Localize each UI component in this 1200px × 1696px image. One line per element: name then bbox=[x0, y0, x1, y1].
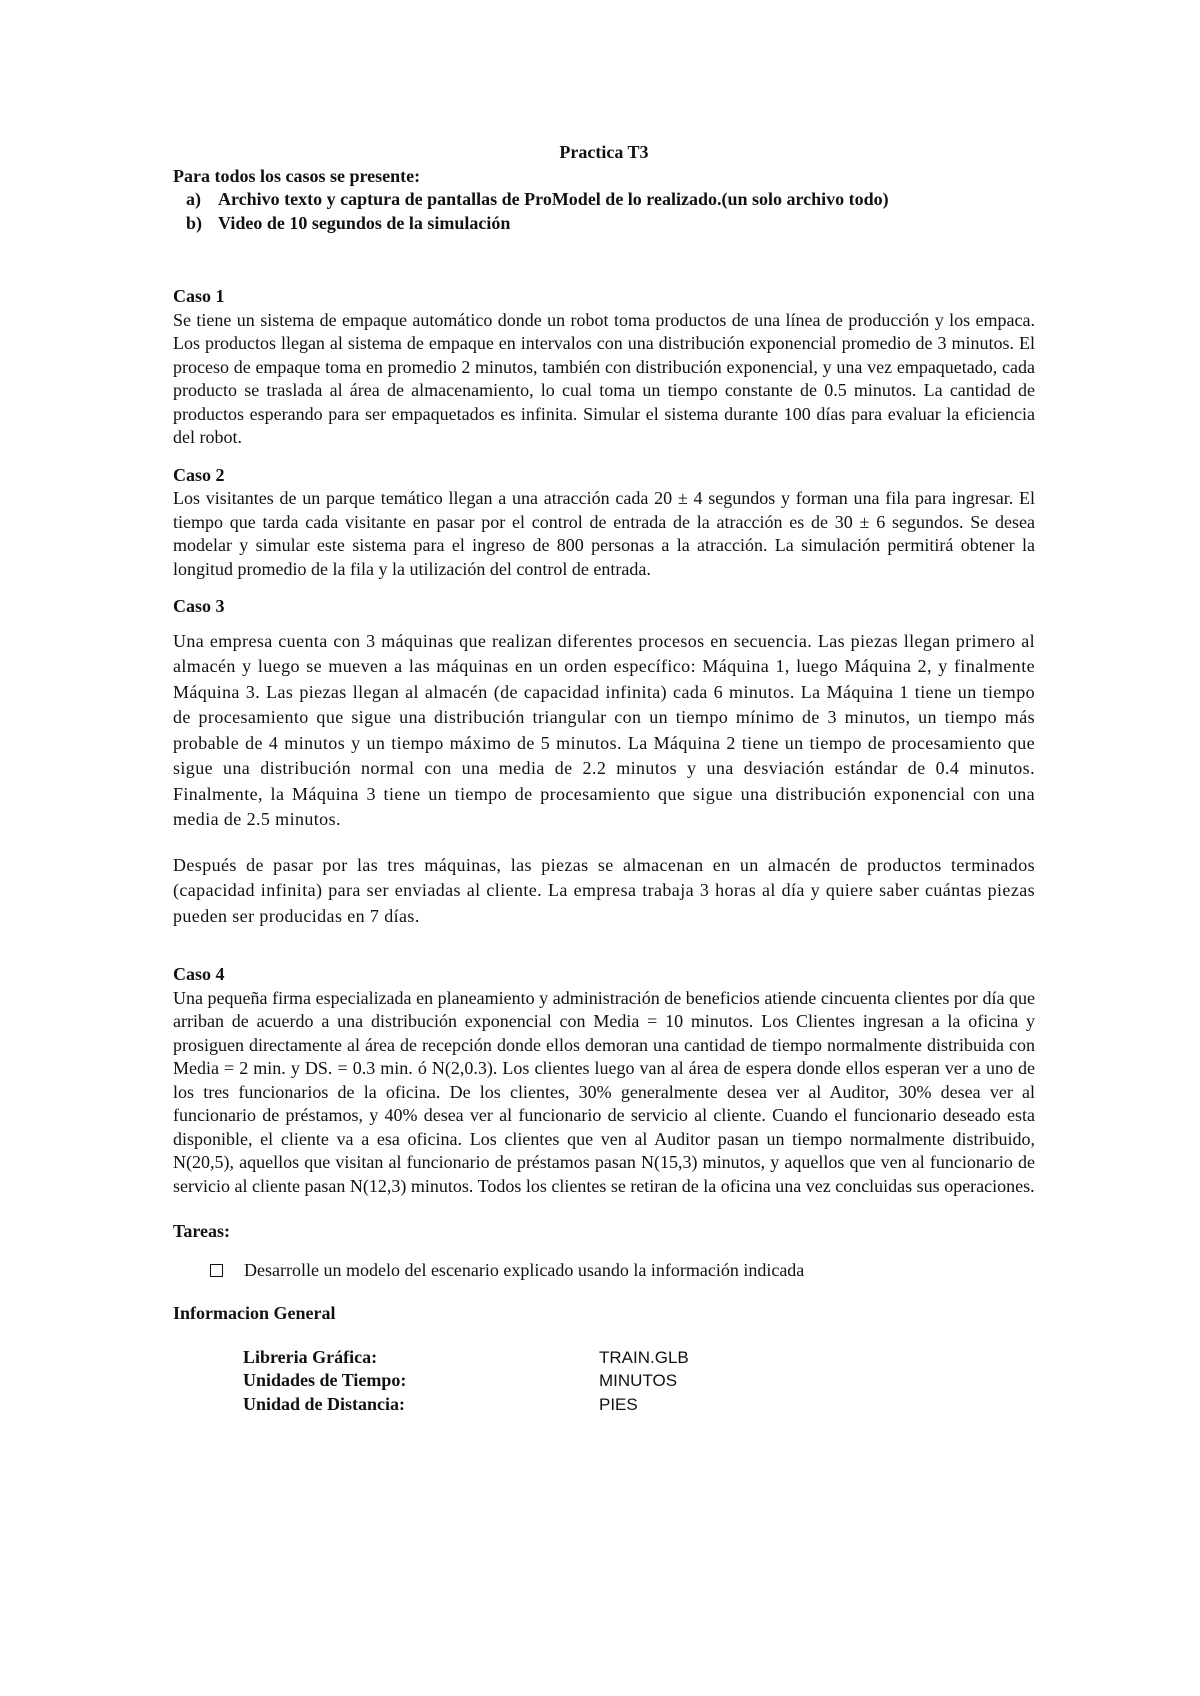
requirement-text: Archivo texto y captura de pantallas de ProModel de lo realizado.(un solo archivo todo) bbox=[218, 189, 889, 209]
case-2-text: Los visitantes de un parque temático llegan a una atracción cada 20 ± 4 segundos y forman una fila para ingresar. El tiempo que tarda cada visitante en pasar por el control de entrada de la atracción es de 30 ± 6 segundos. Se desea modelar y simular este sistema para el ingreso de 800 personas a la atracción. La simulación permitirá obtener la longitud promedio de la fila y la utilización del control de entrada. bbox=[173, 488, 1035, 579]
requirement-label: b) bbox=[186, 212, 203, 233]
requirement-text: Video de 10 segundos de la simulación bbox=[218, 212, 511, 233]
requirement-item bbox=[186, 188, 1035, 212]
tasks-heading: Tareas: bbox=[173, 1221, 231, 1241]
instructions-intro: Para todos los casos se presente: bbox=[173, 165, 421, 186]
case-1-title: Caso 1 bbox=[173, 286, 225, 306]
info-key: Libreria Gráfica: bbox=[243, 1346, 378, 1367]
case-1-text: Se tiene un sistema de empaque automático donde un robot toma productos de una línea de producción y los empaca. Los productos llegan al sistema de empaque en intervalos con una distribución exponencial promedio de 3 minutos. El proceso de empaque toma en promedio 2 minutos, también con distribución exponencial, y una vez empaquetado, cada producto se traslada al área de almacenamiento, lo cual toma un tiempo constante de 0.5 minutos. La cantidad de productos esperando para ser empaquetados es infinita. Simular el sistema durante 100 días para evaluar la eficiencia del robot. bbox=[173, 309, 1035, 447]
case-3-text: Una empresa cuenta con 3 máquinas que realizan diferentes procesos en secuencia. Las piezas llegan primero al almacén y luego se mueven a las máquinas en un orden específico: Máquina 1, luego Máquina 2, y finalmente Máquina 3. Las piezas llegan al almacén (de capacidad infinita) cada 6 minutos. La Máquina 1 tiene un tiempo de procesamiento que sigue una distribución triangular con un tiempo mínimo de 3 minutos, un tiempo más probable de 4 minutos y un tiempo máximo de 5 minutos. La Máquina 2 tiene un tiempo de procesamiento que sigue una distribución normal con una media de 2.2 minutos y una desviación estándar de 0.4 minutos. Finalmente, la Máquina 3 tiene un tiempo de procesamiento que sigue una distribución exponencial con una media de 2.5 minutos. bbox=[173, 630, 1035, 829]
case-4-title: Caso 4 bbox=[173, 964, 225, 984]
info-value: TRAIN.GLB bbox=[599, 1347, 689, 1367]
requirements-list bbox=[173, 188, 1035, 235]
case-4-text: Una pequeña firma especializada en planeamiento y administración de beneficios atiende cincuenta clientes por día que arriban de acuerdo a una distribución exponencial con Media = 10 minutos. Los Clientes ingresan a la oficina y prosiguen directamente al área de recepción donde ellos demoran una cantidad de tiempo normalmente distribuida con Media = 2 min. y DS. = 0.3 min. ó N(2,0.3). Los clientes luego van al área de espera donde ellos esperan ver a uno de los tres funcionarios de la oficina. De los clientes, 30% generalmente desea ver al Auditor, 30% desea ver al funcionario de préstamos, y 40% desea ver al funcionario de servicio al cliente. Cuando el funcionario deseado esta disponible, el cliente va a esa oficina. Los clientes que ven al Auditor pasan un tiempo normalmente distribuido, N(20,5), aquellos que visitan al funcionario de préstamos pasan N(15,3) minutos, y aquellos que ven al funcionario de servicio al cliente pasan N(12,3) minutos. Todos los clientes se retiran de la oficina una vez concluidas sus operaciones. bbox=[173, 987, 1035, 1196]
info-row bbox=[243, 1369, 689, 1393]
requirement-label: a) bbox=[186, 189, 201, 209]
requirement-item bbox=[186, 212, 1035, 236]
document-title: Practica T3 bbox=[559, 142, 649, 162]
case-3-text-2: Después de pasar por las tres máquinas, las piezas se almacenan en un almacén de productos terminados (capacidad infinita) para ser enviadas al cliente. La empresa trabaja 3 horas al día y quiere saber cuántas piezas pueden ser producidas en 7 días. bbox=[173, 854, 1035, 926]
info-row bbox=[243, 1346, 689, 1370]
info-key: Unidad de Distancia: bbox=[243, 1393, 406, 1414]
general-info-table bbox=[243, 1346, 689, 1417]
checkbox-icon bbox=[210, 1264, 223, 1277]
task-text: Desarrolle un modelo del escenario explicado usando la información indicada bbox=[244, 1259, 805, 1280]
general-info-heading: Informacion General bbox=[173, 1303, 336, 1323]
task-item bbox=[210, 1259, 1035, 1283]
case-2-title: Caso 2 bbox=[173, 464, 225, 485]
document-page bbox=[173, 141, 1035, 1416]
info-row bbox=[243, 1393, 689, 1417]
case-3-title: Caso 3 bbox=[173, 596, 225, 616]
info-value: MINUTOS bbox=[599, 1371, 678, 1390]
info-value: PIES bbox=[599, 1394, 638, 1414]
info-key: Unidades de Tiempo: bbox=[243, 1370, 407, 1390]
